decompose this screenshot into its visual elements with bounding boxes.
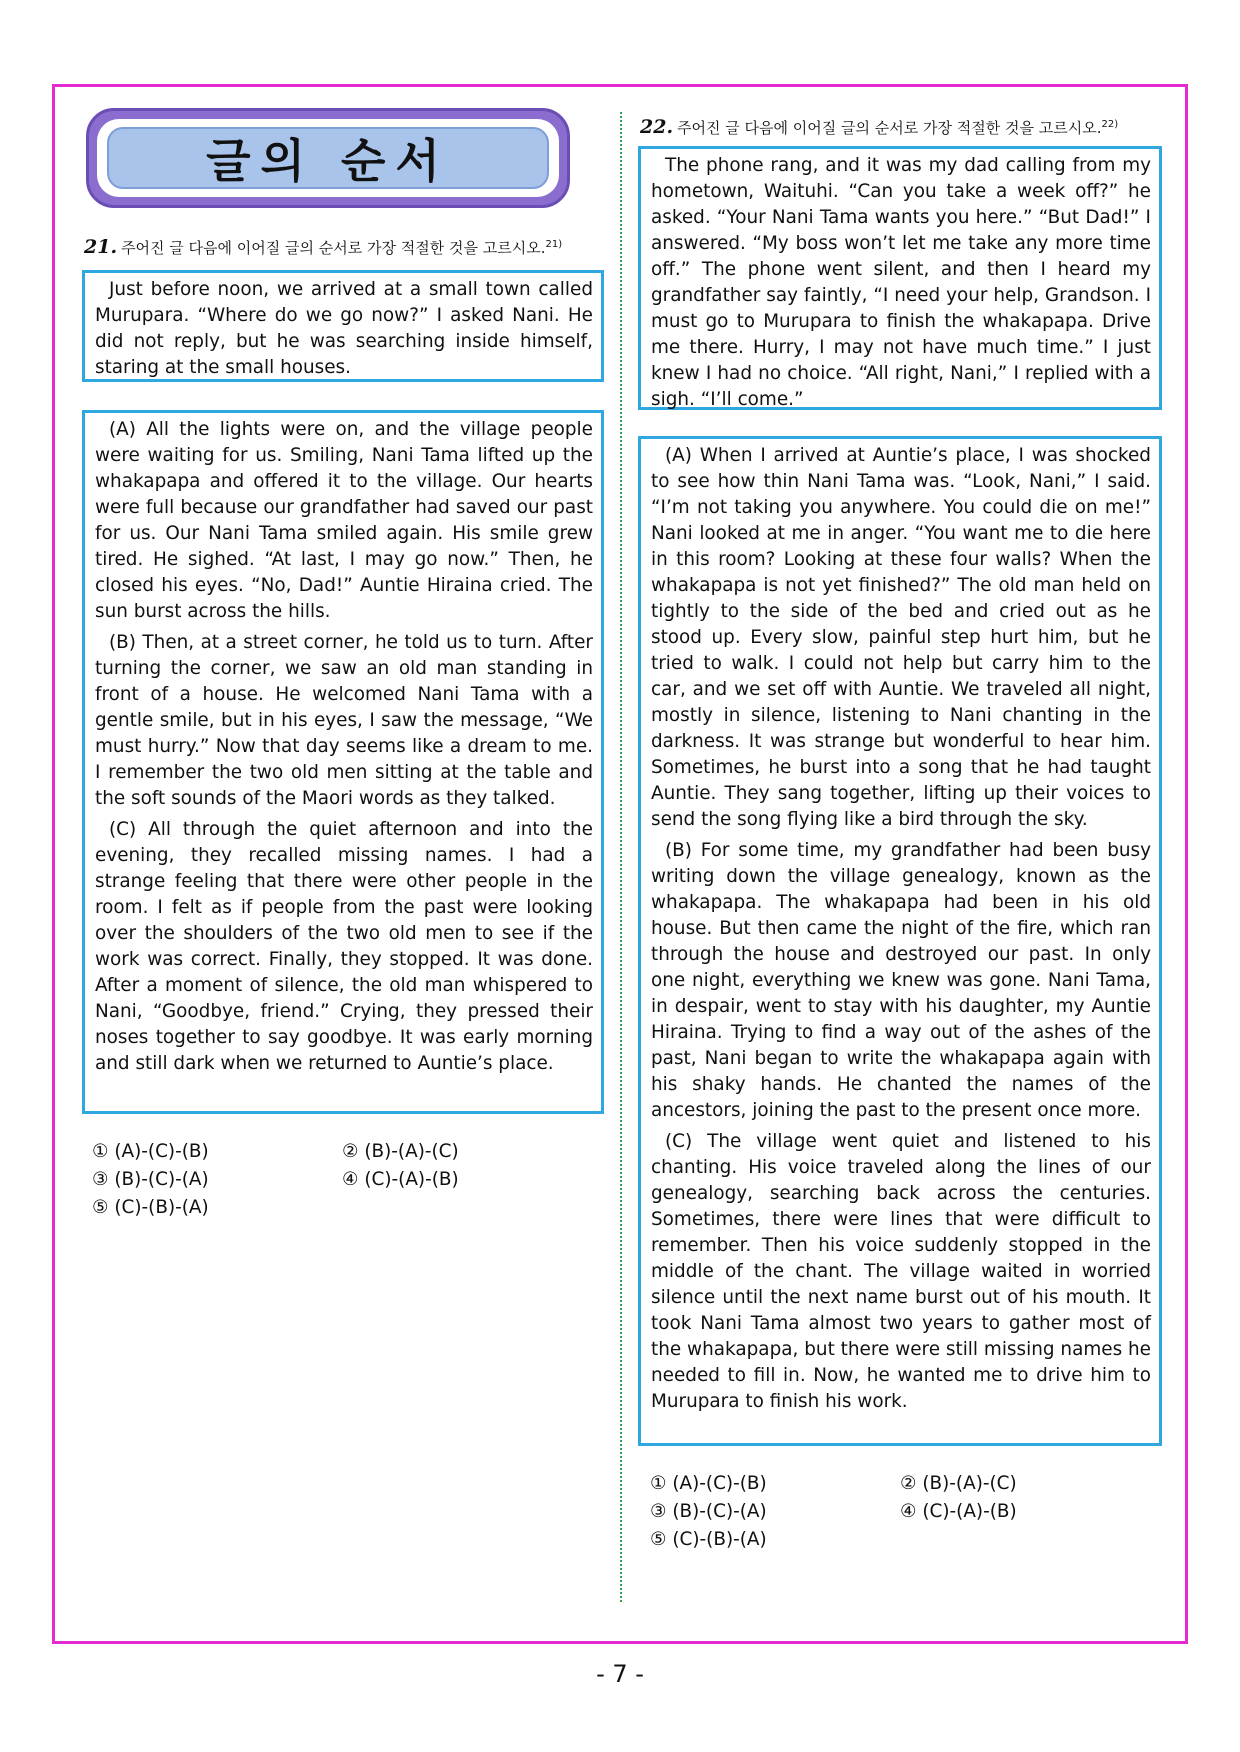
- option-2[interactable]: ② (B)-(A)-(C): [342, 1141, 459, 1162]
- footnote-ref: 22): [1101, 119, 1119, 130]
- option-1[interactable]: ① (A)-(C)-(B): [650, 1473, 767, 1494]
- section-title-banner: [86, 108, 570, 208]
- option-3[interactable]: ③ (B)-(C)-(A): [650, 1501, 767, 1522]
- given-text: The phone rang, and it was my dad calling from my hometown, Waituhi. “Can you take a week off?” he asked. “Your Nani Tama wants you here.” “But Dad!” I answered. “My boss won’t let me take any more time off.” The phone went silent, and then I heard my grandfather say faintly, “I need your help, Grandson. I must go to Murupara to finish the whakapapa. Drive me there. Hurry, I may not have much time.” I just knew I had no choice. “All right, Nani,” I replied with a sigh. “I’ll come.”: [651, 155, 1151, 410]
- question-22-paragraphs: [638, 436, 1162, 1446]
- paragraph-c: (C) The village went quiet and listened to his chanting. His voice traveled along the lines of our genealogy, searching back across the centuries. Sometimes, there were lines that were difficult to remember. Then his voice suddenly stopped in the middle of the chant. The village waited in worried silence until the next name burst out of his mouth. It took Nani Tama almost two years to gather most of the whakapapa, but there were still missing names he needed to fill in. Now, he wanted me to drive him to Murupara to finish his work.: [651, 1131, 1151, 1412]
- paragraph-a: (A) All the lights were on, and the village people were waiting for us. Smiling, Nani Tama lifted up the whakapapa and offered it to the village. Our hearts were full because our grandfather had saved our past for us. Our Nani Tama smiled again. His smile grew tired. He sighed. “At last, I may go now.” Then, he closed his eyes. “No, Dad!” Auntie Hiraina cried. The sun burst across the hills.: [95, 419, 593, 622]
- question-number: 22.: [640, 116, 674, 138]
- option-3[interactable]: ③ (B)-(C)-(A): [92, 1169, 209, 1190]
- paragraph-c: (C) All through the quiet afternoon and into the evening, they recalled missing names. I had a strange feeling that there were other people in the room. I felt as if people from the past were looking over the shoulders of the two old men to see if the work was correct. Finally, they stopped. It was done. After a moment of silence, the old man whispered to Nani, “Goodbye, friend.” Crying, they pressed their noses together to say goodbye. It was early morning and still dark when we returned to Auntie’s place.: [95, 819, 593, 1074]
- page-title: 글의 순서: [107, 127, 549, 189]
- paragraph-b: (B) Then, at a street corner, he told us to turn. After turning the corner, we saw an old man standing in front of a house. He welcomed Nani Tama with a gentle smile, but in his eyes, I saw the message, “We must hurry.” Now that day seems like a dream to me. I remember the two old men sitting at the table and the soft sounds of the Maori words as they talked.: [95, 632, 593, 809]
- column-divider: [620, 112, 622, 1602]
- question-number: 21.: [84, 236, 118, 258]
- question-22-header: [640, 116, 1118, 138]
- question-prompt: 주어진 글 다음에 이어질 글의 순서로 가장 적절한 것을 고르시오.: [677, 119, 1102, 137]
- question-21-given-passage: [82, 270, 604, 382]
- option-4[interactable]: ④ (C)-(A)-(B): [900, 1501, 1017, 1522]
- question-21-header: [84, 236, 562, 258]
- option-5[interactable]: ⑤ (C)-(B)-(A): [92, 1197, 209, 1218]
- option-4[interactable]: ④ (C)-(A)-(B): [342, 1169, 459, 1190]
- option-1[interactable]: ① (A)-(C)-(B): [92, 1141, 209, 1162]
- question-prompt: 주어진 글 다음에 이어질 글의 순서로 가장 적절한 것을 고르시오.: [121, 239, 546, 257]
- paragraph-a: (A) When I arrived at Auntie’s place, I was shocked to see how thin Nani Tama was. “Look, Nani,” I said. “I’m not taking you anywhere. You could die on me!” Nani looked at me in anger. “You want me to die here in this room? Looking at these four walls? When the whakapapa is not yet finished?” The old man held on tightly to the side of the bed and cried out as he stood up. Every slow, painful step hurt him, but he tried to walk. I could not help but carry him to the car, and we set off with Auntie. We traveled all night, mostly in silence, listening to Nani chanting in the darkness. It was strange but wonderful to hear him. Sometimes, he burst into a song that he had taught Auntie. They sang together, lifting up their voices to send the song flying like a bird through the sky.: [651, 445, 1151, 830]
- option-5[interactable]: ⑤ (C)-(B)-(A): [650, 1529, 767, 1550]
- paragraph-b: (B) For some time, my grandfather had been busy writing down the village genealogy, known as the whakapapa. The whakapapa had been in his old house. But then came the night of the fire, which ran through the house and destroyed our past. In only one night, everything we knew was gone. Nani Tama, in despair, went to stay with his daughter, my Auntie Hiraina. Trying to find a way out of the ashes of the past, Nani began to write the whakapapa again with his shaky hands. He chanted the names of the ancestors, joining the past to the present once more.: [651, 840, 1151, 1121]
- question-21-paragraphs: [82, 410, 604, 1114]
- option-2[interactable]: ② (B)-(A)-(C): [900, 1473, 1017, 1494]
- given-text: Just before noon, we arrived at a small town called Murupara. “Where do we go now?” I asked Nani. He did not reply, but he was searching inside himself, staring at the small houses.: [95, 279, 593, 378]
- footnote-ref: 21): [545, 239, 563, 250]
- question-22-given-passage: [638, 146, 1162, 410]
- page-number: - 7 -: [596, 1660, 644, 1688]
